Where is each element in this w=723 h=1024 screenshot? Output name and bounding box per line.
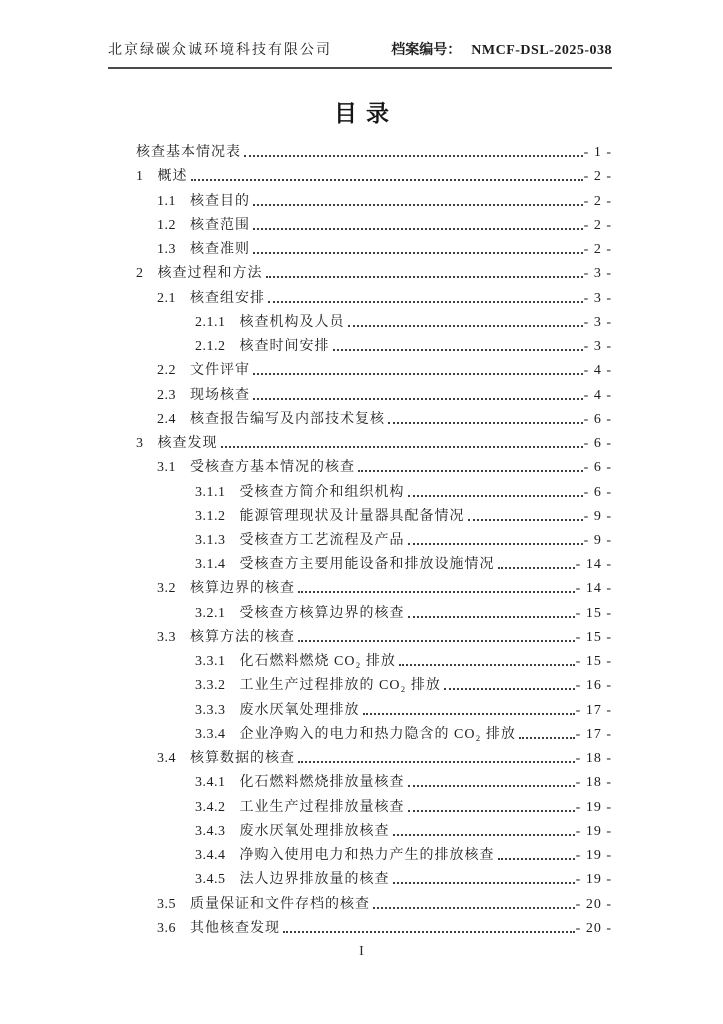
- toc-entry-number: 3: [136, 436, 144, 452]
- toc-entry-label: 受核查方工艺流程及产品: [239, 532, 405, 548]
- toc-entry: [136, 430, 612, 454]
- toc-entry-label: 核查组安排: [190, 290, 265, 306]
- toc-entry-label: 受核查方核算边界的核查: [239, 605, 405, 621]
- toc-entry: [136, 624, 612, 648]
- toc-entry-number: 3.5: [157, 896, 176, 912]
- toc-entry-page: - 20 -: [575, 896, 612, 912]
- toc-entry-label: 废水厌氧处理排放核查: [239, 823, 390, 839]
- toc-entry-page: - 6 -: [583, 436, 612, 452]
- toc-entry-page: - 9 -: [583, 532, 612, 548]
- toc-entry: [136, 915, 612, 939]
- toc-title: 目录: [334, 101, 398, 126]
- toc-entry-number: 3.6: [157, 920, 176, 936]
- toc-entry-label: 核查报告编写及内部技术复核: [190, 411, 385, 427]
- toc-entry: [136, 648, 612, 672]
- toc-leader-dots: [468, 519, 583, 521]
- toc-entry-number: 2.1: [157, 290, 176, 306]
- toc-leader-dots: [363, 713, 575, 715]
- toc-leader-dots: [298, 591, 575, 593]
- toc-leader-dots: [244, 155, 583, 157]
- toc-entry-label: 概述: [157, 169, 188, 185]
- toc-entry-page: - 14 -: [575, 557, 612, 573]
- toc-leader-dots: [253, 373, 583, 375]
- toc-entry-number: 3.4: [157, 751, 176, 767]
- toc-entry-label: 工业生产过程排放量核查: [239, 799, 405, 815]
- toc-entry-page: - 15 -: [575, 605, 612, 621]
- toc-leader-dots: [266, 276, 583, 278]
- toc-leader-dots: [408, 616, 575, 618]
- toc-entry: [136, 793, 612, 817]
- toc-entry-number: 3.4.1: [195, 775, 226, 791]
- archive-number-value: NMCF-DSL-2025-038: [471, 43, 612, 58]
- toc-entry-label: 其他核查发现: [190, 920, 280, 936]
- toc-entry-number: 1.3: [157, 242, 176, 258]
- toc-entry: [136, 503, 612, 527]
- toc-entry-page: - 2 -: [583, 242, 612, 258]
- toc-entry-number: 3.1.1: [195, 484, 226, 500]
- toc-entry: [136, 212, 612, 236]
- toc-entry-number: 1: [136, 169, 144, 185]
- toc-leader-dots: [283, 931, 575, 933]
- toc-leader-dots: [348, 325, 583, 327]
- toc-entry-number: 3.2.1: [195, 605, 226, 621]
- company-name: 北京绿碳众诚环境科技有限公司: [108, 43, 332, 58]
- toc-entry-page: - 15 -: [575, 629, 612, 645]
- toc-entry-page: - 6 -: [583, 411, 612, 427]
- toc-entry-number: 3.1.4: [195, 557, 226, 573]
- toc-entry-number: 3.4.5: [195, 872, 226, 888]
- toc-entry-page: - 2 -: [583, 169, 612, 185]
- toc-entry-label: 化石燃料燃烧排放量核查: [239, 775, 405, 791]
- toc-entry-page: - 15 -: [575, 654, 612, 670]
- toc-entry-label: 受核查方基本情况的核查: [190, 460, 355, 476]
- toc-leader-dots: [393, 834, 575, 836]
- toc-entry-page: - 6 -: [583, 460, 612, 476]
- toc-leader-dots: [358, 470, 583, 472]
- toc-leader-dots: [333, 349, 583, 351]
- toc-entry-page: - 19 -: [575, 872, 612, 888]
- toc-entry-label: 核查基本情况表: [136, 145, 241, 161]
- toc-entry-label: 核查范围: [190, 217, 250, 233]
- toc-leader-dots: [498, 567, 575, 569]
- toc-leader-dots: [191, 179, 583, 181]
- toc-entry-page: - 6 -: [583, 484, 612, 500]
- toc-entry-label: 受核查方简介和组织机构: [239, 484, 405, 500]
- toc-entry-page: - 17 -: [575, 726, 612, 742]
- toc-entry-page: - 3 -: [583, 339, 612, 355]
- toc-entry-label: 核算数据的核查: [190, 751, 295, 767]
- toc-entry-number: 3.4.2: [195, 799, 226, 815]
- toc-entry-label: 质量保证和文件存档的核查: [190, 896, 370, 912]
- toc-entry-number: 3.4.3: [195, 823, 226, 839]
- toc-entry: [136, 406, 612, 430]
- toc-entry-label: 能源管理现状及计量器具配备情况: [239, 508, 465, 524]
- toc-entry: [136, 187, 612, 211]
- toc-entry: [136, 672, 612, 696]
- toc-entry-number: 3.4.4: [195, 848, 226, 864]
- toc-entry-page: - 3 -: [583, 290, 612, 306]
- toc-leader-dots: [393, 882, 575, 884]
- toc-entry-label: 核算方法的核查: [190, 629, 295, 645]
- toc-entry-number: 3.3.4: [195, 726, 226, 742]
- toc-entry-label: 文件评审: [190, 363, 250, 379]
- toc-entry-page: - 4 -: [583, 363, 612, 379]
- toc-entry-page: - 18 -: [575, 751, 612, 767]
- toc-entry-page: - 2 -: [583, 193, 612, 209]
- toc-entry-number: 3.3: [157, 629, 176, 645]
- toc-entry: [136, 866, 612, 890]
- toc-entry-label: 法人边界排放量的核查: [239, 872, 390, 888]
- toc-entry-label: 工业生产过程排放的 CO₂ 排放: [239, 678, 441, 694]
- toc-entry-label: 核查发现: [157, 436, 218, 452]
- toc-entry-page: - 20 -: [575, 920, 612, 936]
- toc-entry: [136, 284, 612, 308]
- toc-leader-dots: [253, 252, 583, 254]
- toc-leader-dots: [498, 858, 575, 860]
- toc-entry-number: 3.3.1: [195, 654, 226, 670]
- toc-entry-page: - 19 -: [575, 848, 612, 864]
- toc-entry-label: 核查准则: [190, 242, 250, 258]
- toc-entry-page: - 16 -: [575, 678, 612, 694]
- toc-entry-page: - 3 -: [583, 314, 612, 330]
- toc-entry-page: - 4 -: [583, 387, 612, 403]
- toc-entry: [136, 769, 612, 793]
- toc-entry: [136, 890, 612, 914]
- toc-entry-label: 现场核查: [190, 387, 250, 403]
- toc-entry-page: - 19 -: [575, 823, 612, 839]
- toc-entry-label: 净购入使用电力和热力产生的排放核查: [239, 848, 495, 864]
- page-header: [108, 42, 612, 69]
- toc-entry: [136, 357, 612, 381]
- toc-entry-label: 核查机构及人员: [239, 314, 345, 330]
- toc-leader-dots: [444, 688, 575, 690]
- toc-entry: [136, 575, 612, 599]
- toc-entry-number: 2.2: [157, 363, 176, 379]
- toc-entry: [136, 163, 612, 187]
- toc-entry-number: 2.1.1: [195, 314, 226, 330]
- toc-entry: [136, 696, 612, 720]
- toc-entry: [136, 333, 612, 357]
- toc-leader-dots: [373, 907, 575, 909]
- toc-entry-number: 3.3.3: [195, 702, 226, 718]
- toc-entry-label: 核查目的: [190, 193, 250, 209]
- toc-entry-number: 3.1: [157, 460, 176, 476]
- toc-leader-dots: [298, 761, 575, 763]
- toc-entry-page: - 9 -: [583, 508, 612, 524]
- toc-leader-dots: [388, 422, 583, 424]
- toc-entry-page: - 3 -: [583, 266, 612, 282]
- toc-entry-page: - 18 -: [575, 775, 612, 791]
- toc-entry: [136, 818, 612, 842]
- toc-entry-page: - 17 -: [575, 702, 612, 718]
- toc-entry: [136, 236, 612, 260]
- toc-entry: [136, 454, 612, 478]
- toc-entry: [136, 260, 612, 284]
- toc-entry-label: 化石燃料燃烧 CO₂ 排放: [239, 654, 396, 670]
- toc-leader-dots: [408, 785, 575, 787]
- toc-leader-dots: [298, 640, 575, 642]
- toc-entry-page: - 2 -: [583, 217, 612, 233]
- toc-leader-dots: [253, 204, 583, 206]
- toc-entry-number: 3.1.3: [195, 532, 226, 548]
- toc-entry-page: - 1 -: [583, 145, 612, 161]
- toc-entry: [136, 599, 612, 623]
- toc-entry-label: 废水厌氧处理排放: [239, 702, 360, 718]
- toc-leader-dots: [268, 301, 583, 303]
- toc-leader-dots: [408, 495, 583, 497]
- toc-entry-page: - 14 -: [575, 581, 612, 597]
- toc-leader-dots: [408, 543, 583, 545]
- toc-leader-dots: [519, 737, 575, 739]
- toc-entry: [136, 381, 612, 405]
- toc: [136, 139, 612, 939]
- toc-entry-number: 3.3.2: [195, 678, 226, 694]
- toc-entry-page: - 19 -: [575, 799, 612, 815]
- archive-number-label: 档案编号：: [391, 43, 462, 58]
- toc-entry-number: 3.1.2: [195, 508, 226, 524]
- archive-number-group: [391, 42, 612, 60]
- toc-entry-label: 受核查方主要用能设备和排放设施情况: [239, 557, 495, 573]
- toc-entry: [136, 842, 612, 866]
- toc-leader-dots: [253, 398, 583, 400]
- toc-leader-dots: [221, 446, 583, 448]
- toc-entry-number: 3.2: [157, 581, 176, 597]
- toc-leader-dots: [253, 228, 583, 230]
- toc-entry: [136, 721, 612, 745]
- page-number-footer: I: [359, 944, 364, 959]
- toc-entry: [136, 309, 612, 333]
- toc-entry-label: 核查过程和方法: [157, 266, 263, 282]
- toc-entry: [136, 527, 612, 551]
- toc-entry-number: 2.4: [157, 411, 176, 427]
- toc-leader-dots: [399, 664, 575, 666]
- toc-entry: [136, 745, 612, 769]
- toc-entry-label: 核算边界的核查: [190, 581, 295, 597]
- toc-entry: [136, 478, 612, 502]
- toc-entry-number: 1.2: [157, 217, 176, 233]
- toc-entry-label: 企业净购入的电力和热力隐含的 CO₂ 排放: [239, 726, 516, 742]
- toc-entry-label: 核查时间安排: [239, 339, 330, 355]
- toc-entry-number: 1.1: [157, 193, 176, 209]
- toc-entry: [136, 139, 612, 163]
- toc-entry-number: 2: [136, 266, 144, 282]
- toc-leader-dots: [408, 810, 575, 812]
- toc-entry-number: 2.3: [157, 387, 176, 403]
- toc-entry-number: 2.1.2: [195, 339, 226, 355]
- toc-entry: [136, 551, 612, 575]
